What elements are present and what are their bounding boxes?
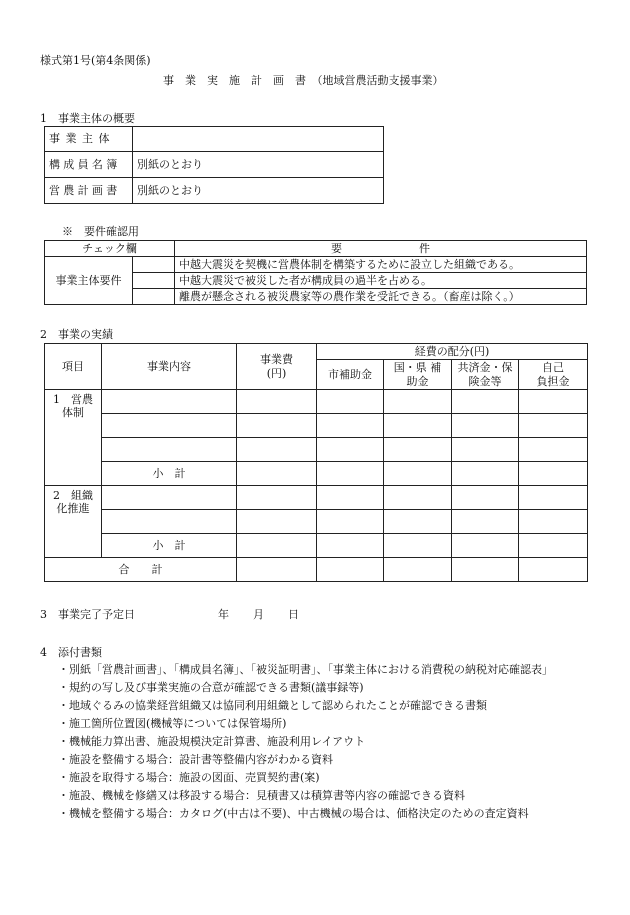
cell[interactable] xyxy=(519,510,588,534)
cell[interactable] xyxy=(519,558,588,582)
cell[interactable] xyxy=(452,462,519,486)
section3-heading: 3 事業完了予定日 xyxy=(40,608,135,621)
section1-heading: 1 事業主体の概要 xyxy=(40,112,135,125)
document-title: 事 業 実 施 計 画 書 （地域営農活動支援事業） xyxy=(163,74,444,87)
col-city-subsidy: 市補助金 xyxy=(317,360,384,390)
cell[interactable] xyxy=(102,390,237,414)
cell[interactable] xyxy=(452,390,519,414)
cell[interactable] xyxy=(102,486,237,510)
cell[interactable] xyxy=(452,534,519,558)
item-farming-system: 1 営農 体制 xyxy=(45,390,102,486)
cell[interactable] xyxy=(452,414,519,438)
cell[interactable] xyxy=(384,438,452,462)
cell[interactable] xyxy=(237,462,317,486)
cell[interactable] xyxy=(317,510,384,534)
cell[interactable] xyxy=(317,414,384,438)
item-organization: 2 組織 化推進 xyxy=(45,486,102,558)
cell[interactable] xyxy=(452,438,519,462)
col-requirement: 要 件 xyxy=(175,241,587,257)
col-cost: 事業費 (円) xyxy=(237,344,317,390)
form-number: 様式第1号(第4条関係) xyxy=(40,54,151,67)
check-cell[interactable] xyxy=(133,257,175,273)
cell[interactable] xyxy=(237,390,317,414)
check-cell[interactable] xyxy=(133,289,175,305)
cell[interactable] xyxy=(237,438,317,462)
attachment-item: ・地域ぐるみの協業経営組織又は協同利用組織として認められたことが確認できる書類 xyxy=(58,699,487,712)
value-plan: 別紙のとおり xyxy=(133,178,384,204)
cell[interactable] xyxy=(384,390,452,414)
requirement-item: 中越大震災を契機に営農体制を構築するために設立した組織である。 xyxy=(175,257,587,273)
cell[interactable] xyxy=(384,558,452,582)
attachment-item: ・規約の写し及び事業実施の合意が確認できる書類(議事録等) xyxy=(58,681,364,694)
attachment-item: ・別紙「営農計画書」、「構成員名簿」、「被災証明書」、「事業主体における消費税の納税対応確認表」 xyxy=(58,663,553,676)
cell[interactable] xyxy=(317,486,384,510)
label-entity: 事業主体 xyxy=(45,127,133,152)
col-content: 事業内容 xyxy=(102,344,237,390)
cell[interactable] xyxy=(102,414,237,438)
requirement-item: 離農が懸念される被災農家等の農作業を受託できる。（畜産は除く。） xyxy=(175,289,587,305)
cell[interactable] xyxy=(384,510,452,534)
cell[interactable] xyxy=(317,390,384,414)
total-label: 合 計 xyxy=(45,558,237,582)
cell[interactable] xyxy=(237,414,317,438)
cell[interactable] xyxy=(384,462,452,486)
cell[interactable] xyxy=(519,534,588,558)
label-plan: 営農計画書 xyxy=(45,178,133,204)
cell[interactable] xyxy=(519,390,588,414)
results-table xyxy=(44,343,588,582)
cell[interactable] xyxy=(102,510,237,534)
cell[interactable] xyxy=(452,486,519,510)
cell[interactable] xyxy=(317,462,384,486)
cell[interactable] xyxy=(317,558,384,582)
cell[interactable] xyxy=(237,534,317,558)
check-cell[interactable] xyxy=(133,273,175,289)
attachment-list xyxy=(58,661,553,823)
completion-month: 月 xyxy=(253,608,264,621)
cell[interactable] xyxy=(452,510,519,534)
cell[interactable] xyxy=(384,414,452,438)
attachment-item: ・施設を取得する場合：施設の図面、売買契約書(案) xyxy=(58,771,320,784)
cell[interactable] xyxy=(237,510,317,534)
col-mutual-aid: 共済金・保 険金等 xyxy=(452,360,519,390)
entity-overview-table xyxy=(44,126,384,204)
cell[interactable] xyxy=(519,462,588,486)
cell[interactable] xyxy=(384,534,452,558)
cell[interactable] xyxy=(519,486,588,510)
attachment-item: ・施工箇所位置図(機械等については保管場所) xyxy=(58,717,287,730)
section4-heading: 4 添付書類 xyxy=(40,646,102,659)
cell[interactable] xyxy=(317,438,384,462)
value-members: 別紙のとおり xyxy=(133,152,384,178)
col-item: 項目 xyxy=(45,344,102,390)
label-members: 構成員名簿 xyxy=(45,152,133,178)
attachment-item: ・施設、機械を修繕又は移設する場合：見積書又は積算書等内容の確認できる資料 xyxy=(58,789,465,802)
col-pref-subsidy: 国・県 補 助金 xyxy=(384,360,452,390)
cell[interactable] xyxy=(237,558,317,582)
cell[interactable] xyxy=(519,438,588,462)
cell[interactable] xyxy=(384,486,452,510)
cell[interactable] xyxy=(452,558,519,582)
cell[interactable] xyxy=(317,534,384,558)
requirements-heading: ※ 要件確認用 xyxy=(62,225,139,238)
attachment-item: ・機械を整備する場合：カタログ(中古は不要)、中古機械の場合は、価格決定のための査定資料 xyxy=(58,807,529,820)
attachment-item: ・施設を整備する場合：設計書等整備内容がわかる資料 xyxy=(58,753,333,766)
cell[interactable] xyxy=(237,486,317,510)
value-entity xyxy=(133,127,384,152)
cell[interactable] xyxy=(519,414,588,438)
subtotal-label: 小 計 xyxy=(102,534,237,558)
completion-year: 年 xyxy=(218,608,229,621)
col-check: チェック欄 xyxy=(45,241,175,257)
requirement-item: 中越大震災で被災した者が構成員の過半を占める。 xyxy=(175,273,587,289)
requirements-table xyxy=(44,240,587,305)
section2-heading: 2 事業の実績 xyxy=(40,328,113,341)
cell[interactable] xyxy=(102,438,237,462)
subtotal-label: 小 計 xyxy=(102,462,237,486)
completion-day: 日 xyxy=(288,608,299,621)
attachment-item: ・機械能力算出書、施設規模決定計算書、施設利用レイアウト xyxy=(58,735,366,748)
col-allocation: 経費の配分(円) xyxy=(317,344,588,360)
entity-requirement-label: 事業主体要件 xyxy=(45,257,133,305)
col-self-pay: 自己 負担金 xyxy=(519,360,588,390)
